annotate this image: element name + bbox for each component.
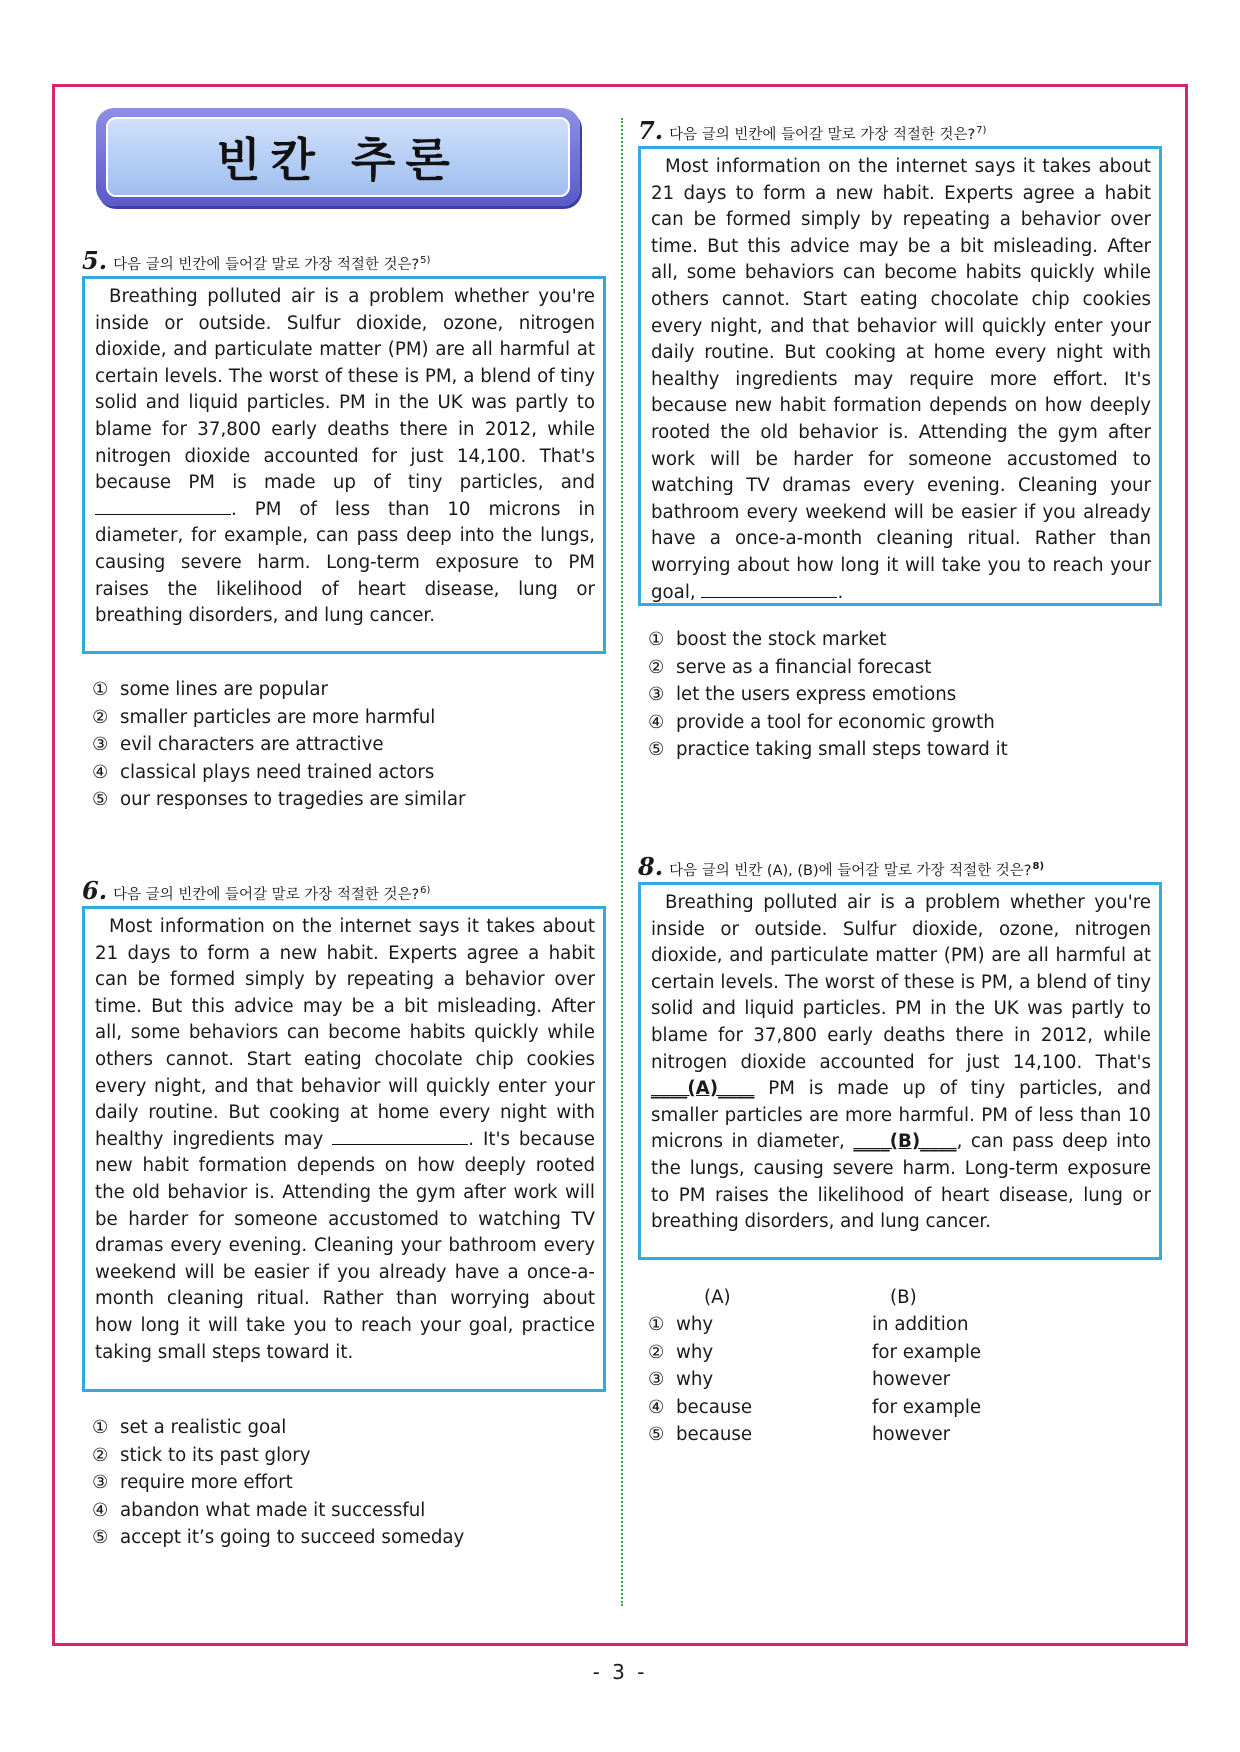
question-6-header	[82, 876, 430, 905]
choice-item[interactable]: ② why for example	[648, 1341, 982, 1363]
choice-item[interactable]: ⑤ because however	[648, 1424, 951, 1446]
column-b-header: (B)	[890, 1287, 917, 1308]
choice-item[interactable]: ⑤ our responses to tragedies are similar	[92, 789, 466, 811]
question-5-prompt: 다음 글의 빈칸에 들어갈 말로 가장 적절한 것은?	[113, 257, 420, 273]
choice-item[interactable]: ⑤ practice taking small steps toward it	[648, 739, 1008, 761]
question-7-ref: 7)	[976, 125, 987, 136]
question-7-number: 7.	[638, 116, 664, 145]
question-5-number: 5.	[82, 246, 108, 275]
passage-text: Breathing polluted air is a problem whether you're inside or outside. Sulfur dioxide, ozone, nitrogen dioxide, and particulate matter (PM) are all harmful at certain levels. The worst of these is PM, a blend of tiny solid and liquid particles. PM in the UK was partly to blame for 37,800 early deaths there in 2012, while nitrogen dioxide accounted for just 14,100. That's because PM is made up of tiny particles, and	[95, 286, 595, 494]
choice-item[interactable]: ④ provide a tool for economic growth	[648, 711, 995, 733]
section-title-banner	[96, 108, 580, 206]
question-5-header	[82, 246, 430, 275]
choice-item[interactable]: ④ because for example	[648, 1396, 982, 1418]
choice-item[interactable]: ① set a realistic goal	[92, 1417, 287, 1438]
answer-blank	[95, 497, 231, 515]
passage-text: Breathing polluted air is a problem whether you're inside or outside. Sulfur dioxide, ozone, nitrogen dioxide, and particulate matter (PM) are all harmful at certain levels. The worst of these is PM, a blend of tiny solid and liquid particles. PM in the UK was partly to blame for 37,800 early deaths there in 2012, while nitrogen dioxide accounted for just 14,100. That's	[651, 892, 1151, 1073]
question-8-passage	[638, 882, 1162, 1260]
question-7-header	[638, 116, 986, 145]
choice-item[interactable]: ③ evil characters are attractive	[92, 734, 384, 756]
question-8-prompt: 다음 글의 빈칸 (A), (B)에 들어갈 말로 가장 적절한 것은?	[669, 863, 1032, 879]
question-7-prompt: 다음 글의 빈칸에 들어갈 말로 가장 적절한 것은?	[669, 127, 976, 143]
choice-item[interactable]: ② stick to its past glory	[92, 1444, 311, 1466]
choice-item[interactable]: ③ why however	[648, 1369, 951, 1391]
column-a-header: (A)	[704, 1287, 731, 1308]
choice-item[interactable]: ③ let the users express emotions	[648, 684, 957, 706]
question-6-passage	[82, 906, 606, 1392]
page-number: - 3 -	[592, 1660, 648, 1684]
question-7-choices	[648, 626, 1008, 764]
question-5-choices	[92, 676, 466, 814]
choice-item[interactable]: ② smaller particles are more harmful	[92, 706, 436, 728]
passage-text: PM is made up of tiny particles, and smaller particles are more harmful. PM of less than 10 microns in diameter,	[651, 1078, 1151, 1153]
choice-item[interactable]: ② serve as a financial forecast	[648, 656, 932, 678]
section-title-inner	[106, 117, 570, 197]
question-6-number: 6.	[82, 876, 108, 905]
passage-text: . It's because new habit formation depends on how deeply rooted the old behavior is. Attending the gym after work will be harder for someone accustomed to watching TV dramas every evening. Cleaning your bathroom every weekend will be easier if you already have a once-a-month cleaning ritual. Rather than worrying about how long it will take you to reach your goal, practice taking small steps toward it.	[95, 1128, 595, 1363]
choice-item[interactable]: ① why in addition	[648, 1314, 969, 1336]
choice-item[interactable]: ① some lines are popular	[92, 679, 328, 700]
blank-a: ____(A)____	[651, 1078, 755, 1100]
passage-text: Most information on the internet says it takes about 21 days to form a new habit. Experts agree a habit can be formed simply by repeating a behavior over time. But this advice may be a bit misleading. After all, some behaviors can become habits quickly while others cannot. Start eating chocolate chip cookies every night, and that behavior will quickly enter your daily routine. But cooking at home every night with healthy ingredients may require more effort. It's because new habit formation depends on how deeply rooted the old behavior is. Attending the gym after work will be harder for someone accustomed to watching TV dramas every evening. Cleaning your bathroom every weekend will be easier if you already have a once-a-month cleaning ritual. Rather than worrying about how long it will take you to reach your goal,	[651, 156, 1151, 603]
question-7-passage	[638, 146, 1162, 606]
question-6-prompt: 다음 글의 빈칸에 들어갈 말로 가장 적절한 것은?	[113, 887, 420, 903]
passage-text: . PM of less than 10 microns in diameter, for example, can pass deep into the lungs, causing severe harm. Long-term exposure to PM raises the likelihood of heart disease, lung or breathing disorders, and lung cancer.	[95, 498, 595, 627]
passage-text: Most information on the internet says it takes about 21 days to form a new habit. Experts agree a habit can be formed simply by repeating a behavior over time. But this advice may be a bit misleading. After all, some behaviors can become habits quickly while others cannot. Start eating chocolate chip cookies every night, and that behavior will quickly enter your daily routine. But cooking at home every night with healthy ingredients may	[95, 916, 595, 1150]
question-6-ref: 6)	[420, 885, 431, 896]
question-8-choices	[648, 1284, 981, 1448]
answer-blank	[701, 580, 837, 598]
choice-item[interactable]: ④ abandon what made it successful	[92, 1499, 426, 1521]
section-title: 빈칸 추론	[216, 133, 460, 187]
passage-text: , can pass deep into the lungs, causing severe harm. Long-term exposure to PM raises the likelihood of heart disease, lung or breathing disorders, and lung cancer.	[651, 1131, 1151, 1233]
question-8-header	[638, 852, 1044, 881]
choice-header-row	[648, 1284, 981, 1311]
answer-blank	[332, 1127, 468, 1145]
blank-b: ____(B)____	[853, 1131, 957, 1153]
column-divider	[621, 118, 623, 1606]
question-5-ref: 5)	[420, 255, 431, 266]
choice-item[interactable]: ④ classical plays need trained actors	[92, 761, 435, 783]
passage-text: .	[837, 581, 844, 603]
question-8-ref: 8)	[1032, 861, 1045, 872]
choice-item[interactable]: ③ require more effort	[92, 1472, 293, 1494]
question-6-choices	[92, 1414, 464, 1552]
question-8-number: 8.	[638, 852, 664, 881]
question-5-passage	[82, 276, 606, 654]
choice-item[interactable]: ① boost the stock market	[648, 629, 887, 650]
choice-item[interactable]: ⑤ accept it’s going to succeed someday	[92, 1527, 465, 1549]
